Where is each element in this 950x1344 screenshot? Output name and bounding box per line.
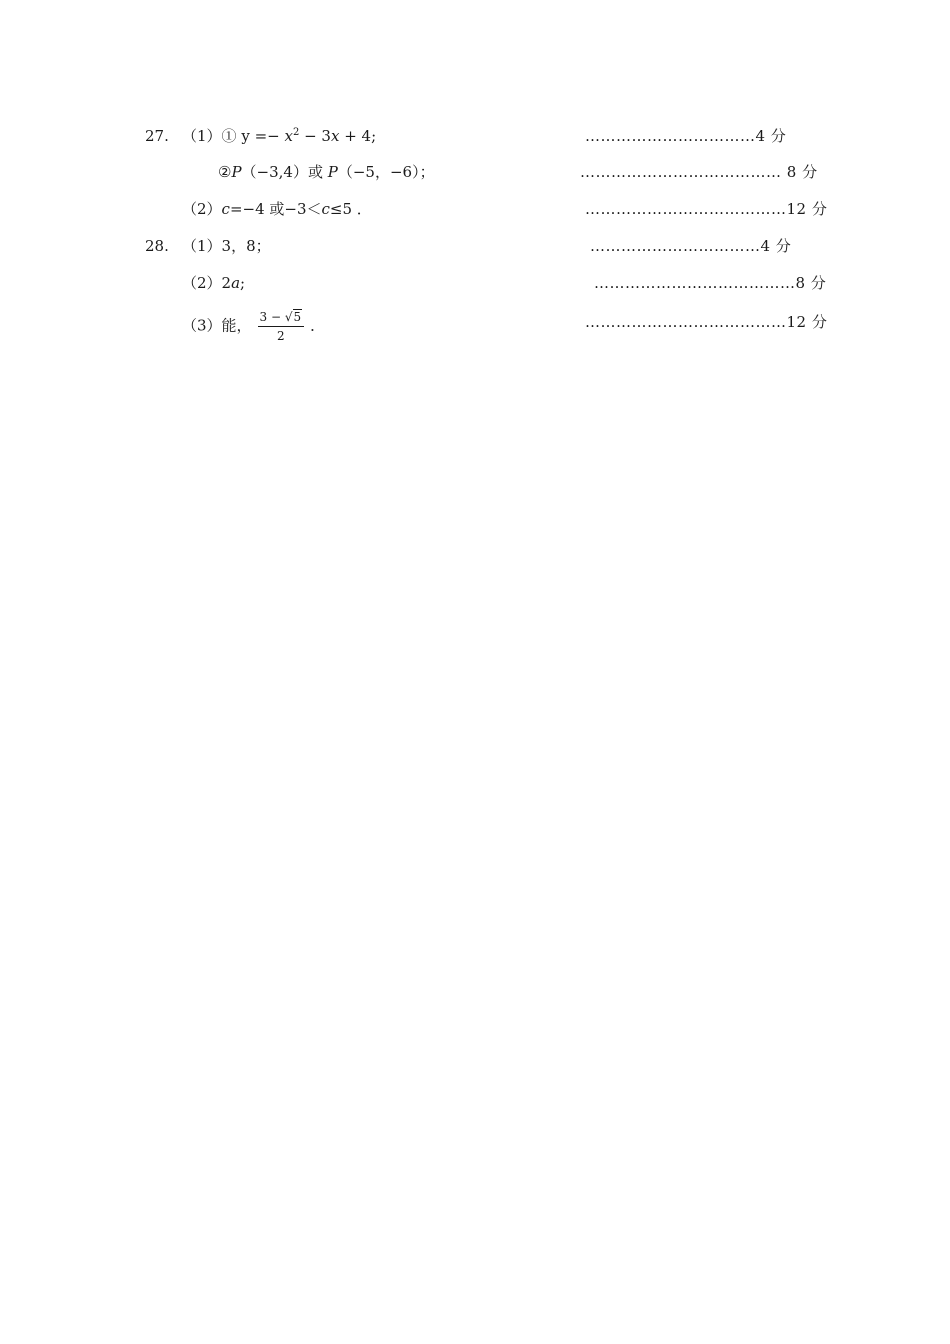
question-27-number: 27. [145,127,169,145]
var-x: x [330,127,340,145]
q28-part1-answer: （1）3，8； [182,237,271,255]
fraction-denominator: 2 [277,329,285,343]
question-28-number: 28. [145,237,169,255]
var-x: x [284,127,293,145]
point-p: P [231,163,242,181]
point-p: P [327,163,338,181]
q27-part1-mid: − 3 [299,127,331,145]
q27-part1b-answer [218,162,435,182]
q27-part1-tail: + 4; [339,127,377,145]
q28-part3-score: …………………………………12 分 [585,313,828,331]
q28-part3-tail: ． [310,316,326,335]
numerator-prefix: 3 − [259,310,285,324]
q27-part2-score: …………………………………12 分 [585,200,828,218]
var-c: c [221,200,230,218]
q27-part1b-text2: （−5，−6）； [337,163,435,181]
q28-part2-text: （2）2 [182,274,232,292]
q28-part3-text: （3）能， [182,316,252,335]
q27-part2-text2: ≤5 ． [329,200,372,218]
q27-part1-answer [182,126,376,146]
q27-part1b-score: ………………………………… 8 分 [580,163,818,181]
q27-part2-label: （2） [182,200,222,218]
sqrt-argument: 5 [293,310,302,324]
q27-part1-label: （1）① [182,127,237,145]
q28-part2-answer [182,273,245,293]
q28-part2-tail: ; [240,274,246,292]
q27-part1-score: ……………………………4 分 [585,127,787,145]
q28-part2-score: …………………………………8 分 [594,274,827,292]
q27-part1-lhs: y =− [241,127,285,145]
q28-part1-score: ……………………………4 分 [590,237,792,255]
q27-part2-text: =−4 或−3＜ [229,200,322,218]
fraction [258,310,305,343]
q28-part3-answer [182,310,325,343]
exponent: 2 [292,127,300,138]
sqrt-symbol: √ [284,310,293,324]
fraction-numerator [258,310,305,327]
var-c: c [321,200,330,218]
q27-part2-answer [182,199,372,219]
circled-two: ② [218,163,232,181]
q27-part1b-text: （−3,4）或 [241,163,328,181]
var-a: a [231,274,241,292]
